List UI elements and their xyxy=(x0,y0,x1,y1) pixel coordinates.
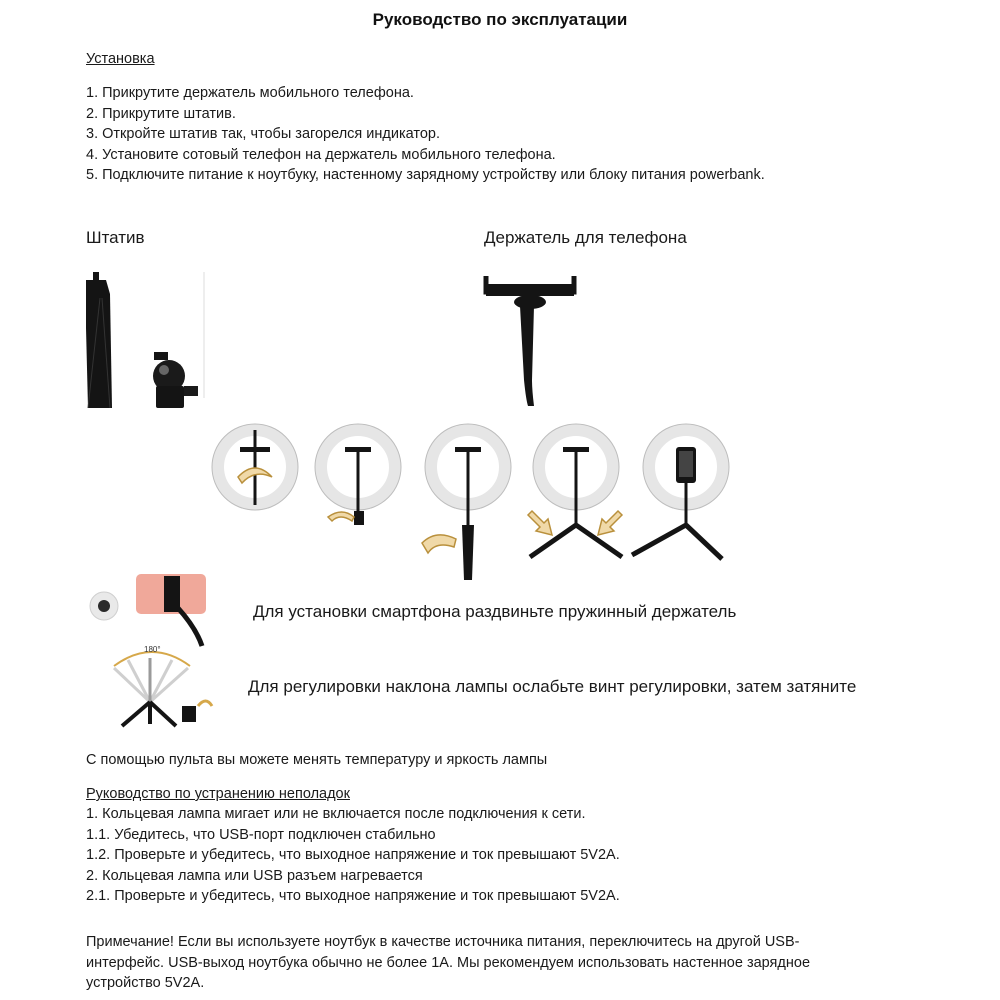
note-line: Примечание! Если вы используете ноутбук в качестве источника питания, переключитесь на другой USB- xyxy=(86,934,800,950)
spring-holder-tip: Для установки смартфона раздвиньте пружинный держатель xyxy=(253,602,737,621)
installation-step: 4. Установите сотовый телефон на держатель мобильного телефона. xyxy=(86,146,556,163)
ball-head-image xyxy=(153,352,198,408)
installation-step: 5. Подключите питание к ноутбуку, настенному зарядному устройству или блоку питания powerbank. xyxy=(86,167,765,183)
page-title: Руководство по эксплуатации xyxy=(372,10,628,29)
remote-tip: С помощью пульта вы можете менять температуру и яркость лампы xyxy=(86,752,548,768)
spring-holder-image xyxy=(86,568,216,648)
troubleshooting-item: 2.1. Проверьте и убедитесь, что выходное напряжение и ток превышают 5V2A. xyxy=(86,888,620,904)
note-paragraph xyxy=(86,932,810,994)
phone-holder-image xyxy=(480,270,580,410)
installation-step: 3. Откройте штатив так, чтобы загорелся индикатор. xyxy=(86,126,441,142)
note-line: интерфейс. USB-выход ноутбука обычно не более 1А. Мы рекомендуем использовать настенное зарядное xyxy=(86,954,811,971)
assembly-step-4 xyxy=(528,424,622,557)
installation-steps xyxy=(86,83,765,186)
troubleshooting-heading: Руководство по устранению неполадок xyxy=(86,786,350,802)
installation-heading: Установка xyxy=(86,51,155,67)
phone-holder-label: Держатель для телефона xyxy=(484,228,687,247)
troubleshooting-item: 1.2. Проверьте и убедитесь, что выходное напряжение и ток превышают 5V2A. xyxy=(86,847,620,863)
installation-step: 1. Прикрутите держатель мобильного телефона. xyxy=(86,85,414,101)
troubleshooting-item: 1.1. Убедитесь, что USB-порт подключен стабильно xyxy=(86,826,436,843)
tilt-angle-label: 180° xyxy=(144,645,161,654)
assembly-steps-image xyxy=(210,425,735,585)
tilt-adjust-image xyxy=(100,640,225,735)
installation-step: 2. Прикрутите штатив. xyxy=(86,105,236,122)
assembly-step-1 xyxy=(212,424,298,510)
assembly-step-3 xyxy=(422,424,511,580)
tripod-image xyxy=(76,268,216,413)
troubleshooting-item: 2. Кольцевая лампа или USB разъем нагревается xyxy=(86,867,423,884)
assembly-step-2 xyxy=(315,424,401,525)
troubleshooting-list xyxy=(86,804,620,907)
troubleshooting-item: 1. Кольцевая лампа мигает или не включается после подключения к сети. xyxy=(86,806,586,822)
assembly-step-5 xyxy=(632,424,729,559)
tilt-tip: Для регулировки наклона лампы ослабьте винт регулировки, затем затяните xyxy=(248,677,857,696)
tripod-label: Штатив xyxy=(86,228,145,247)
note-line: устройство 5V2A. xyxy=(86,975,205,991)
